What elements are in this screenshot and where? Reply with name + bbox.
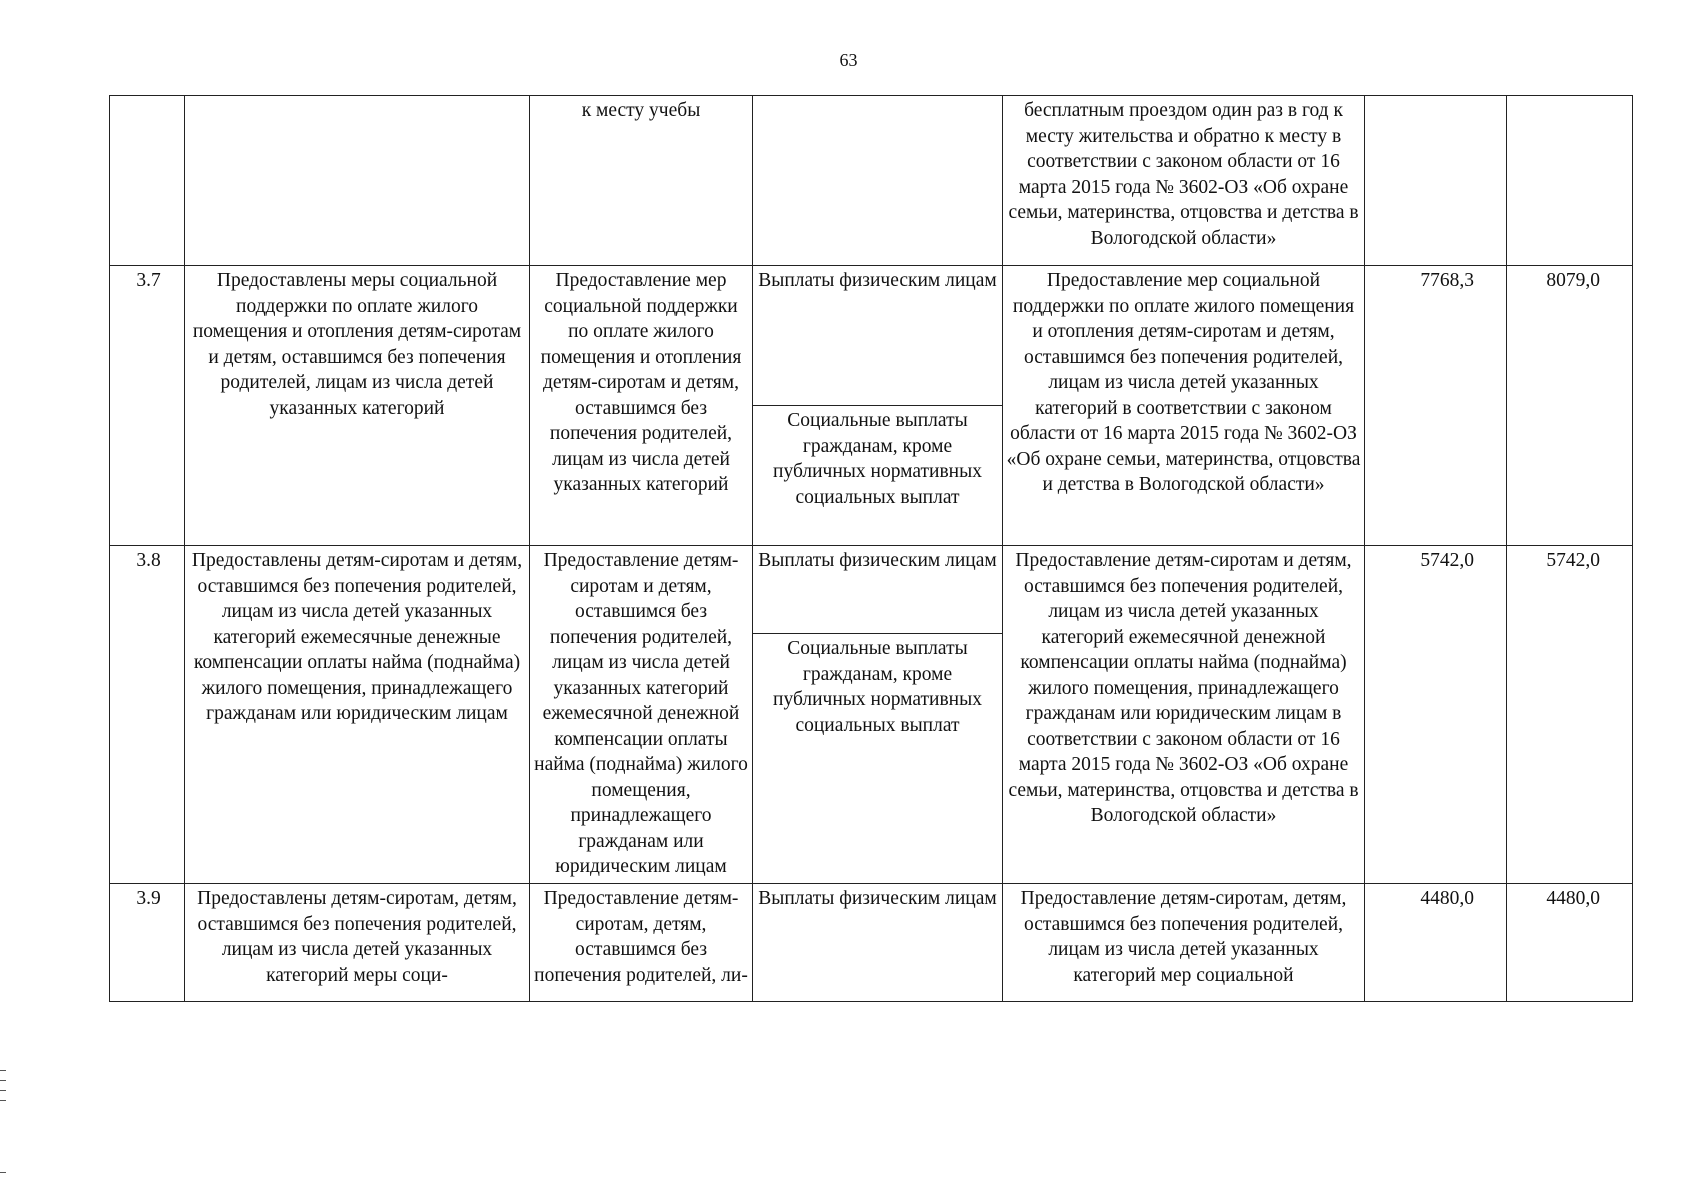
payment-cell: Выплаты физическим лицам xyxy=(753,266,1003,406)
amount-2-cell: 4480,0 xyxy=(1507,884,1633,1002)
amount-1-cell: 5742,0 xyxy=(1365,546,1507,884)
payment-cell: Социальные выплаты гражданам, кроме публичных нормативных социальных выплат xyxy=(753,406,1003,546)
table-row xyxy=(110,884,1633,1002)
result-cell: Предоставлены детям-сиротам и детям, оставшимся без попечения родителей, лицам из числа детей указанных категорий ежемесячные денежные компенсации оплаты найма (поднайма) жилого помещения, принадлежащего гражданам или юридическим лицам xyxy=(185,546,530,884)
result-cell: Предоставлены меры социальной поддержки по оплате жилого помещения и отопления детям-сиротам и детям, оставшимся без попечения родителей, лицам из числа детей указанных категорий xyxy=(185,266,530,546)
row-number: 3.8 xyxy=(110,546,185,884)
payment-cell xyxy=(753,96,1003,266)
scan-mark xyxy=(0,1070,6,1071)
table-row xyxy=(110,96,1633,266)
amount-1-cell: 7768,3 xyxy=(1365,266,1507,546)
page-number: 63 xyxy=(839,50,858,70)
table-row xyxy=(110,546,1633,634)
program-table xyxy=(109,95,1633,1002)
payment-cell: Выплаты физическим лицам xyxy=(753,546,1003,634)
row-number: 3.7 xyxy=(110,266,185,546)
amount-1-cell: 4480,0 xyxy=(1365,884,1507,1002)
scan-mark xyxy=(0,1080,6,1081)
basis-cell: бесплатным проездом один раз в год к месту жительства и обратно к месту в соответствии с законом области от 16 марта 2015 года № 3602-ОЗ «Об охране семьи, материнства, отцовства и детства в Вологодской области» xyxy=(1003,96,1365,266)
measure-cell: Предоставление мер социальной поддержки по оплате жилого помещения и отопления детям-сиротам и детям, оставшимся без попечения родителей, лицам из числа детей указанных категорий xyxy=(530,266,753,546)
table-row xyxy=(110,266,1633,406)
row-number: 3.9 xyxy=(110,884,185,1002)
basis-cell: Предоставление мер социальной поддержки по оплате жилого помещения и отопления детям-сиротам и детям, оставшимся без попечения родителей, лицам из числа детей указанных категорий в соответствии с законом области от 16 марта 2015 года № 3602-ОЗ «Об охране семьи, материнства, отцовства и детства в Вологодской области» xyxy=(1003,266,1365,546)
measure-cell: Предоставление детям-сиротам и детям, оставшимся без попечения родителей, лицам из числа детей указанных категорий ежемесячной денежной компенсации оплаты найма (поднайма) жилого помещения, принадлежащего гражданам или юридическим лицам xyxy=(530,546,753,884)
row-number xyxy=(110,96,185,266)
result-cell xyxy=(185,96,530,266)
result-cell: Предоставлены детям-сиротам, детям, оставшимся без попечения родителей, лицам из числа детей указанных категорий меры соци- xyxy=(185,884,530,1002)
amount-2-cell: 5742,0 xyxy=(1507,546,1633,884)
scan-mark xyxy=(0,1172,6,1173)
amount-1-cell xyxy=(1365,96,1507,266)
basis-cell: Предоставление детям-сиротам, детям, оставшимся без попечения родителей, лицам из числа детей указанных категорий мер социальной xyxy=(1003,884,1365,1002)
scan-mark xyxy=(0,1090,6,1091)
scan-mark xyxy=(0,1100,6,1101)
amount-2-cell: 8079,0 xyxy=(1507,266,1633,546)
payment-cell: Выплаты физическим лицам xyxy=(753,884,1003,1002)
basis-cell: Предоставление детям-сиротам и детям, оставшимся без попечения родителей, лицам из числа детей указанных категорий ежемесячной денежной компенсации оплаты найма (поднайма) жилого помещения, принадлежащего гражданам или юридическим лицам в соответствии с законом области от 16 марта 2015 года № 3602-ОЗ «Об охране семьи, материнства, отцовства и детства в Вологодской области» xyxy=(1003,546,1365,884)
payment-cell: Социальные выплаты гражданам, кроме публичных нормативных социальных выплат xyxy=(753,634,1003,884)
measure-cell: к месту учебы xyxy=(530,96,753,266)
measure-cell: Предоставление детям-сиротам, детям, оставшимся без попечения родителей, ли- xyxy=(530,884,753,1002)
amount-2-cell xyxy=(1507,96,1633,266)
